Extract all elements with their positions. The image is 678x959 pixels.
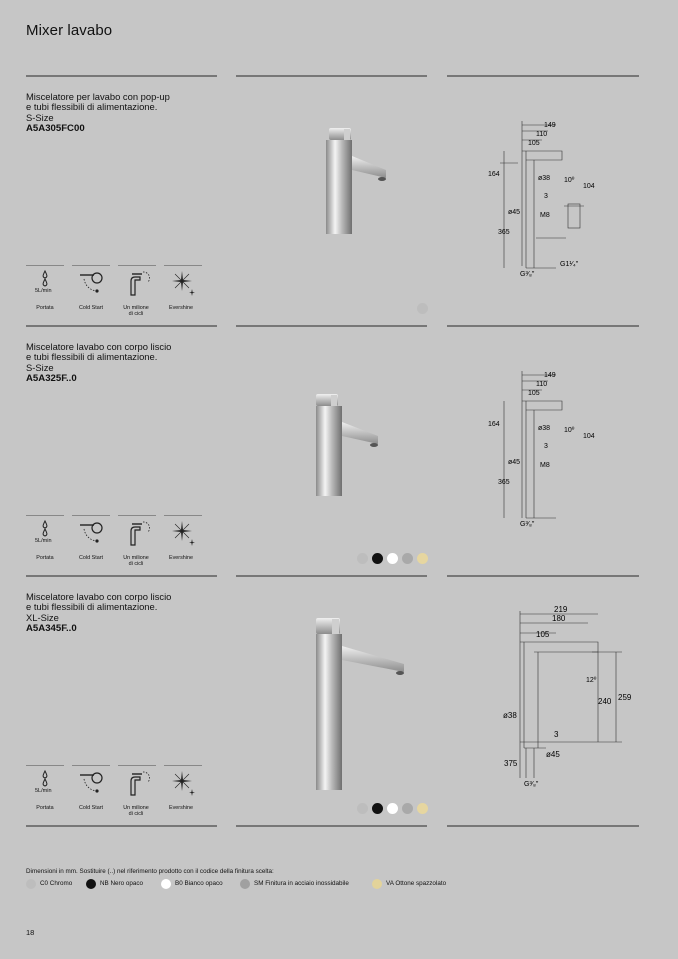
finish-white[interactable] xyxy=(387,803,398,814)
flow-rate-icon xyxy=(26,515,64,549)
legend-label: C0 Chromo xyxy=(40,880,73,887)
feature-label-cycles: Un milione di cicli xyxy=(123,305,149,317)
product-photo xyxy=(286,392,396,502)
technical-drawing xyxy=(476,605,632,788)
product-photo xyxy=(286,616,416,796)
feature-label-evershine: Evershine xyxy=(169,555,193,561)
product-description-text: Miscelatore lavabo con corpo liscio e tubi flessibili di alimentazione. S-Size xyxy=(26,341,172,373)
dim-d45: ø45 xyxy=(508,459,521,466)
flow-unit: 5L/min xyxy=(35,788,52,794)
dim-h2: 104 xyxy=(583,433,595,440)
product-description xyxy=(26,592,216,635)
feature-label-evershine: Evershine xyxy=(169,305,193,311)
steel-swatch xyxy=(240,879,250,889)
product-block xyxy=(26,76,639,326)
finish-brass[interactable] xyxy=(417,553,428,564)
legend-item-brass xyxy=(372,878,446,890)
dim-h3: 375 xyxy=(504,759,518,768)
dim-d3: 3 xyxy=(544,443,548,450)
legend-label: SM Finitura in acciaio inossidabile xyxy=(254,880,349,887)
dim-c: 105 xyxy=(536,630,550,639)
technical-drawing xyxy=(486,118,606,278)
finish-black[interactable] xyxy=(372,803,383,814)
feature-label-cycles: Un milione di cicli xyxy=(123,805,149,817)
product-block xyxy=(26,576,639,826)
dim-a: 219 xyxy=(554,605,568,614)
feature-label-cold-start: Cold Start xyxy=(79,305,103,311)
feature-label-flow: Portata xyxy=(36,555,54,561)
dim-b: 180 xyxy=(552,614,566,623)
finish-legend xyxy=(26,878,626,892)
feature-label-flow: Portata xyxy=(36,805,54,811)
product-code: A5A345F..0 xyxy=(26,623,77,635)
legend-item-white xyxy=(161,878,223,890)
finish-brass[interactable] xyxy=(417,803,428,814)
dim-h1: 164 xyxy=(488,171,500,178)
dim-g2: G1¹⁄₄" xyxy=(560,261,579,268)
dim-d45: ø45 xyxy=(508,209,521,216)
legend-item-steel xyxy=(240,878,349,890)
legend-label: B0 Bianco opaco xyxy=(175,880,223,887)
feature-label-cold-start: Cold Start xyxy=(79,805,103,811)
finish-swatches xyxy=(357,803,437,817)
page-number: 18 xyxy=(26,928,35,937)
finish-chrome[interactable] xyxy=(357,803,368,814)
brass-swatch xyxy=(372,879,382,889)
dim-a: 149 xyxy=(544,372,556,379)
dim-h3: 365 xyxy=(498,479,510,486)
product-photo xyxy=(286,126,396,241)
page-title: Mixer lavabo xyxy=(26,22,113,39)
legend-label: NB Nero opaco xyxy=(100,880,144,887)
evershine-icon xyxy=(164,265,202,299)
dim-m8: M8 xyxy=(540,462,550,469)
finish-chrome[interactable] xyxy=(417,303,428,314)
finish-swatches xyxy=(417,303,431,317)
dim-a: 149 xyxy=(544,122,556,129)
footnote: Dimensioni in mm. Sostituire (..) nel riferimento prodotto con il codice della finitura scelta: xyxy=(26,868,274,875)
feature-label-cycles: Un milione di cicli xyxy=(123,555,149,567)
product-description xyxy=(26,342,216,385)
dim-d3: 3 xyxy=(544,193,548,200)
dim-d45: ø45 xyxy=(546,750,560,759)
dim-c: 105 xyxy=(528,390,540,397)
cold-start-icon xyxy=(72,515,110,549)
dim-b: 110 xyxy=(536,381,548,388)
dim-ang: 10º xyxy=(564,177,575,184)
white-swatch xyxy=(161,879,171,889)
dim-h1: 240 xyxy=(598,697,612,706)
finish-chrome[interactable] xyxy=(357,553,368,564)
dim-d3: 3 xyxy=(554,730,559,739)
black-swatch xyxy=(86,879,96,889)
feature-label-flow: Portata xyxy=(36,305,54,311)
cycles-icon xyxy=(118,515,156,549)
flow-unit: 5L/min xyxy=(35,288,52,294)
chrome-swatch xyxy=(26,879,36,889)
dim-d38: ø38 xyxy=(538,175,551,182)
dim-g1: G³⁄₈" xyxy=(520,271,535,278)
product-description xyxy=(26,92,216,135)
finish-steel[interactable] xyxy=(402,553,413,564)
product-description-text: Miscelatore per lavabo con pop-up e tubi flessibili di alimentazione. S-Size xyxy=(26,91,170,123)
evershine-icon xyxy=(164,765,202,799)
legend-item-chrome xyxy=(26,878,72,890)
dim-h2: 104 xyxy=(583,183,595,190)
feature-label-cold-start: Cold Start xyxy=(79,555,103,561)
cold-start-icon xyxy=(72,265,110,299)
dim-ang: 12º xyxy=(586,677,597,684)
dim-d38: ø38 xyxy=(503,711,517,720)
cold-start-icon xyxy=(72,765,110,799)
feature-label-evershine: Evershine xyxy=(169,805,193,811)
legend-label: VA Ottone spazzolato xyxy=(386,880,447,887)
dim-ang: 10º xyxy=(564,427,575,434)
legend-item-black xyxy=(86,878,143,890)
product-code: A5A305FC00 xyxy=(26,123,85,135)
dim-h2: 259 xyxy=(618,693,632,702)
dim-g1: G³⁄₈" xyxy=(520,521,535,528)
flow-rate-icon xyxy=(26,765,64,799)
finish-swatches xyxy=(357,553,437,567)
finish-black[interactable] xyxy=(372,553,383,564)
finish-white[interactable] xyxy=(387,553,398,564)
product-code: A5A325F..0 xyxy=(26,373,77,385)
flow-rate-icon xyxy=(26,265,64,299)
dim-d38: ø38 xyxy=(538,425,551,432)
dim-b: 110 xyxy=(536,131,548,138)
technical-drawing xyxy=(486,368,606,528)
flow-unit: 5L/min xyxy=(35,538,52,544)
dim-h3: 365 xyxy=(498,229,510,236)
dim-h1: 164 xyxy=(488,421,500,428)
dim-m8: M8 xyxy=(540,212,550,219)
finish-steel[interactable] xyxy=(402,803,413,814)
dim-c: 105 xyxy=(528,140,540,147)
product-description-text: Miscelatore lavabo con corpo liscio e tubi flessibili di alimentazione. XL-Size xyxy=(26,591,172,623)
product-block xyxy=(26,326,639,576)
cycles-icon xyxy=(118,265,156,299)
cycles-icon xyxy=(118,765,156,799)
dim-g1: G³⁄₈" xyxy=(524,781,539,788)
evershine-icon xyxy=(164,515,202,549)
